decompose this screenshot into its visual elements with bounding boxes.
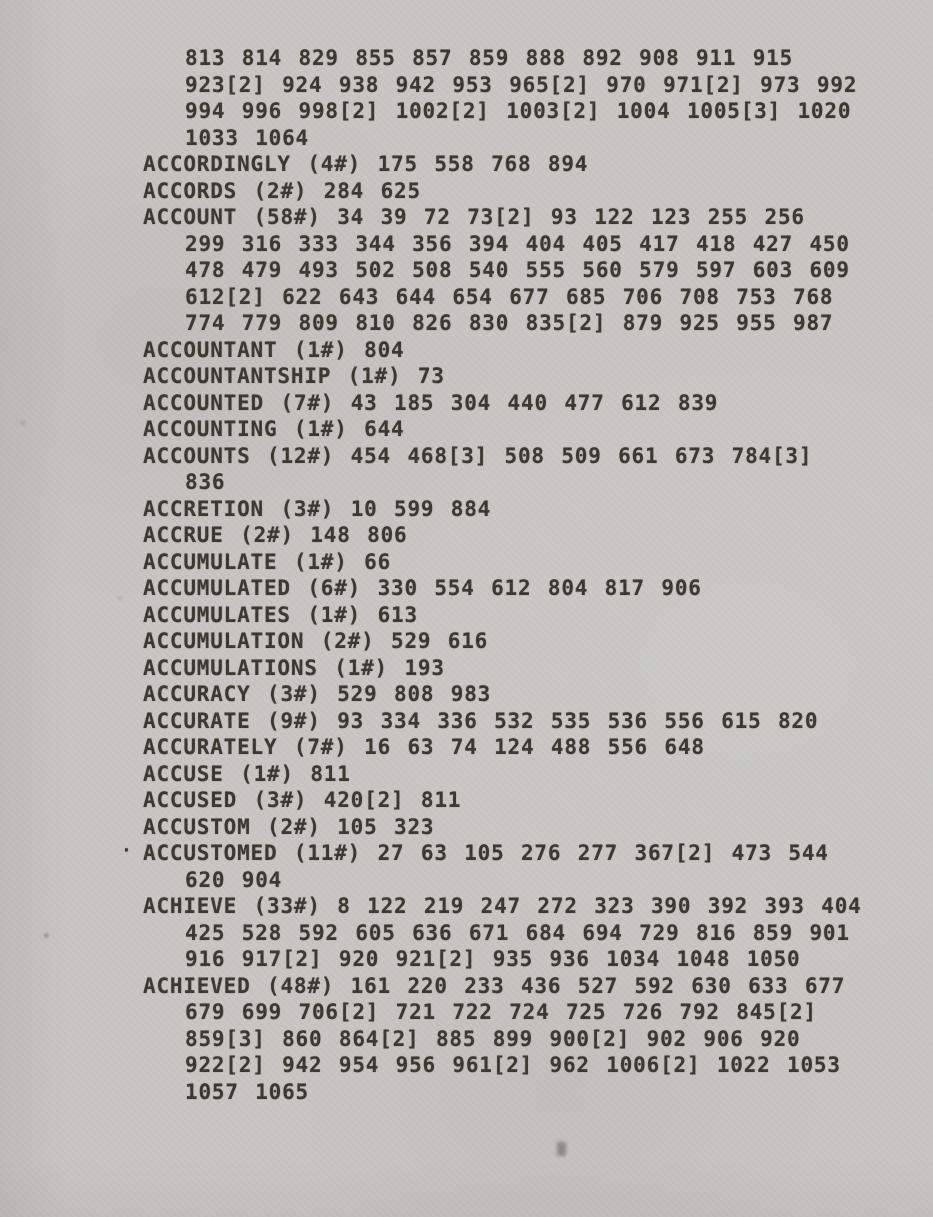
index-line [143,178,863,205]
occurrence-count: (1#) [307,602,362,627]
occurrence-count: (3#) [253,788,308,812]
reference-line: 679 699 706[2] 721 722 724 725 726 792 845[2] [185,1000,817,1024]
reference-line: 994 996 998[2] 1002[2] 1003[2] 1004 1005[3] 1020 [185,99,852,123]
index-line [143,628,863,655]
page-references: 454 468[3] 508 509 661 673 784[3] [350,443,813,468]
index-entry [143,681,863,708]
reference-line: 299 316 333 344 356 394 404 405 417 418 427 450 [185,231,850,256]
occurrence-count: (4#) [307,152,362,176]
index-term: ACCURATE [143,708,251,733]
index-entry [143,337,863,364]
index-term: ACHIEVED [143,973,251,998]
occurrence-count: (1#) [293,337,348,362]
index-line [143,973,863,1000]
page-references: 175 558 768 894 [377,152,589,176]
page-references: 644 [364,417,405,441]
index-line [143,337,863,364]
occurrence-count: (3#) [267,682,321,706]
page-references: 811 [310,761,351,786]
page-references: 73 [417,364,445,388]
occurrence-count: (2#) [253,178,308,203]
index-term: ACCORDINGLY [143,152,291,176]
index-line [143,893,863,920]
occurrence-count: (3#) [280,496,335,521]
page-references: 8 122 219 247 272 323 390 392 393 404 [337,894,862,918]
ink-smudge [557,1142,566,1156]
occurrence-count: (1#) [240,761,294,786]
index-entry [143,708,863,735]
occurrence-count: (9#) [267,708,321,733]
page-references: 193 [404,655,445,680]
index-line [143,575,863,602]
occurrence-count: (58#) [253,205,321,229]
index-line [143,522,863,549]
reference-line: 612[2] 622 643 644 654 677 685 706 708 753 768 [185,284,834,309]
index-line [143,787,863,814]
index-term: ACCOUNTS [143,443,251,468]
index-term: ACCRUE [143,523,224,547]
page-references: 43 185 304 440 477 612 839 [350,390,719,415]
index-line [143,363,863,390]
index-term: ACCORDS [143,178,238,203]
index-term: ACCOUNTING [143,417,278,441]
index-line [143,549,863,576]
reference-line: 1057 1065 [185,1079,309,1104]
index-line [143,814,863,841]
reference-line: 478 479 493 502 508 540 555 560 579 597 603 609 [185,258,850,282]
index-term: ACCOUNTED [143,390,264,415]
index-term: ACCOUNTANT [143,337,278,362]
index-line [143,708,863,735]
reference-line: 859[3] 860 864[2] 885 899 900[2] 902 906 920 [185,1026,801,1051]
page-references: 613 [377,602,418,627]
index-entry [143,575,863,602]
index-entry [143,416,863,443]
index-line [143,655,863,682]
occurrence-count: (7#) [280,390,335,415]
occurrence-count: (33#) [253,894,321,918]
reference-line: 813 814 829 855 857 859 888 892 908 911 915 [185,46,794,70]
occurrence-count: (1#) [293,417,348,441]
occurrence-count: (11#) [293,841,362,865]
index-term: ACCUMULATED [143,576,291,600]
index-line [143,443,863,470]
page-references: 27 63 105 276 277 367[2] 473 544 [377,841,829,865]
page-references: 16 63 74 124 488 556 648 [364,735,705,759]
index-entry [143,893,863,973]
index-entry [143,178,863,205]
page-references: 161 220 233 436 527 592 630 633 677 [350,973,846,998]
index-entries [121,45,863,1105]
page-references: 804 [364,337,405,362]
index-entry [143,204,863,337]
index-line [143,840,863,867]
index-term: ACCUMULATE [143,549,278,574]
reference-line: 923[2] 924 938 942 953 965[2] 970 971[2] 973 992 [185,72,858,97]
reference-line: 774 779 809 810 826 830 835[2] 879 925 955 987 [185,311,834,335]
index-line [143,151,863,178]
occurrence-count: (1#) [347,364,402,388]
index-entry [143,628,863,655]
index-entry [143,390,863,417]
page-references: 105 323 [337,814,435,839]
occurrence-count: (6#) [307,576,362,600]
page-references: 10 599 884 [350,496,492,521]
index-entry [143,522,863,549]
index-line [143,496,863,523]
index-entry [143,45,863,151]
paper-speck [118,596,122,600]
index-term: ACCOUNT [143,205,238,229]
index-entry [143,787,863,814]
index-entry [143,973,863,1106]
index-entry [143,761,863,788]
reference-line: 916 917[2] 920 921[2] 935 936 1034 1048 1050 [185,947,801,971]
page-references: 284 625 [323,178,421,203]
index-term: ACCURATELY [143,735,278,759]
index-term: ACCUMULATION [143,629,305,653]
index-entry [143,496,863,523]
index-line [143,681,863,708]
occurrence-count: (7#) [293,735,348,759]
index-term: ACCURACY [143,682,251,706]
occurrence-count: (12#) [267,443,335,468]
occurrence-count: (48#) [267,973,335,998]
index-line [143,761,863,788]
index-term: ACCUMULATES [143,602,291,627]
index-entry [121,840,863,893]
index-entry [143,443,863,496]
index-entry [143,655,863,682]
index-entry [143,734,863,761]
page-references: 529 616 [391,629,489,653]
index-term: ACCRETION [143,496,264,521]
reference-line: 922[2] 942 954 956 961[2] 962 1006[2] 1022 1053 [185,1053,841,1077]
page-references: 529 808 983 [337,682,492,706]
index-line [143,416,863,443]
index-entry [143,602,863,629]
index-term: ACCUSTOMED [143,841,278,865]
index-line [143,204,863,231]
index-line [143,390,863,417]
page-references: 420[2] 811 [323,788,462,812]
reference-line: 836 [185,470,226,494]
paper-speck [20,420,26,426]
page-references: 66 [364,549,392,574]
index-term: ACCUSE [143,761,224,786]
index-entry [143,151,863,178]
page-references: 148 806 [310,523,408,547]
index-entry [143,814,863,841]
paper-speck [44,933,49,938]
index-line [143,734,863,761]
index-entry [143,549,863,576]
index-term: ACHIEVE [143,894,238,918]
occurrence-count: (2#) [240,523,294,547]
occurrence-count: (2#) [320,629,375,653]
index-entry [143,363,863,390]
margin-mark: · [121,840,133,861]
page-references: 34 39 72 73[2] 93 122 123 255 256 [337,205,805,229]
occurrence-count: (1#) [293,549,348,574]
reference-line: 620 904 [185,867,283,892]
index-term: ACCOUNTANTSHIP [143,364,332,388]
index-term: ACCUSED [143,788,238,812]
index-term: ACCUSTOM [143,814,251,839]
page-references: 330 554 612 804 817 906 [377,576,702,600]
reference-line: 1033 1064 [185,125,309,150]
reference-line: 425 528 592 605 636 671 684 694 729 816 859 901 [185,920,850,945]
occurrence-count: (1#) [334,655,388,680]
page-references: 93 334 336 532 535 536 556 615 820 [337,708,819,733]
occurrence-count: (2#) [267,814,321,839]
index-line [143,602,863,629]
index-term: ACCUMULATIONS [143,655,318,680]
